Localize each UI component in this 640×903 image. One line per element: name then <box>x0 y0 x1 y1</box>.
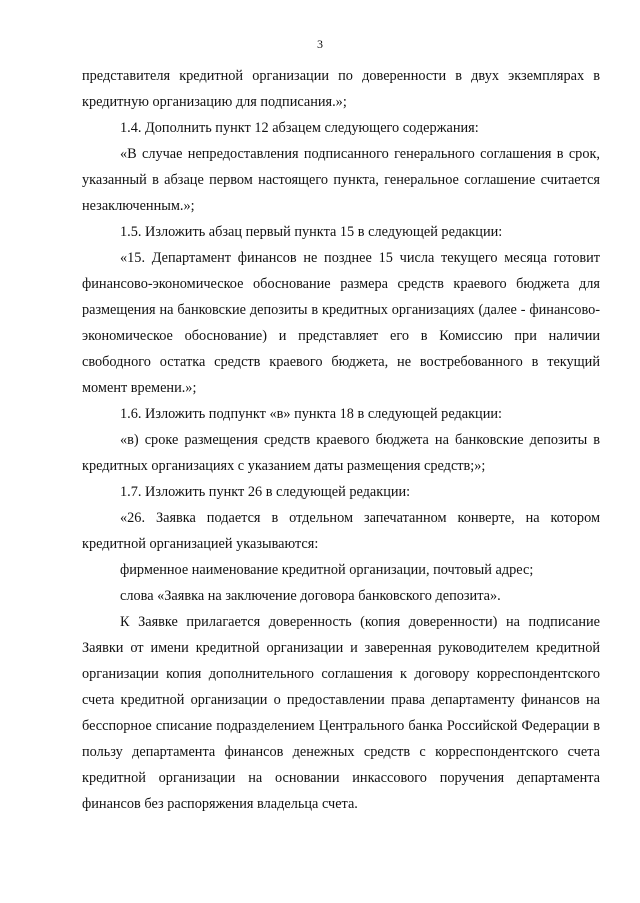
paragraph: «26. Заявка подается в отдельном запечатанном конверте, на котором кредитной организацией указываются: <box>82 510 600 552</box>
paragraph: фирменное наименование кредитной организации, почтовый адрес; <box>120 562 534 578</box>
paragraph: слова «Заявка на заключение договора банковского депозита». <box>120 588 501 604</box>
paragraph: представителя кредитной организации по доверенности в двух экземплярах в кредитную организацию для подписания.»; <box>82 68 600 110</box>
paragraph: «в) сроке размещения средств краевого бюджета на банковские депозиты в кредитных организациях с указанием даты размещения средств;»; <box>82 432 600 474</box>
paragraph: 1.6. Изложить подпункт «в» пункта 18 в следующей редакции: <box>120 406 502 422</box>
paragraph: 1.4. Дополнить пункт 12 абзацем следующего содержания: <box>120 120 479 136</box>
paragraph: «В случае непредоставления подписанного генерального соглашения в срок, указанный в абзаце первом настоящего пункта, генеральное соглашение считается незаключенным.»; <box>82 146 600 214</box>
paragraph: 1.7. Изложить пункт 26 в следующей редакции: <box>120 484 411 500</box>
paragraph: 1.5. Изложить абзац первый пункта 15 в следующей редакции: <box>120 224 503 240</box>
document-body <box>82 63 600 817</box>
paragraph: К Заявке прилагается доверенность (копия доверенности) на подписание Заявки от имени кредитной организации и заверенная руководителем кредитной организации копия дополнительного соглашения к договору корреспондентского счета кредитной организации о предоставлении права департаменту финансов на бесспорное списание подразделением Центрального банка Российской Федерации в пользу департамента финансов денежных средств с корреспондентского счета кредитной организации на основании инкассового поручения департамента финансов без распоряжения владельца счета. <box>82 614 600 812</box>
page-number: 3 <box>317 37 323 51</box>
paragraph: «15. Департамент финансов не позднее 15 числа текущего месяца готовит финансово-экономическое обоснование размера средств краевого бюджета для размещения на банковские депозиты в кредитных организациях (далее - финансово-экономическое обоснование) и представляет его в Комиссию при наличии свободного остатка средств краевого бюджета, не востребованного в текущий момент времени.»; <box>82 250 600 396</box>
